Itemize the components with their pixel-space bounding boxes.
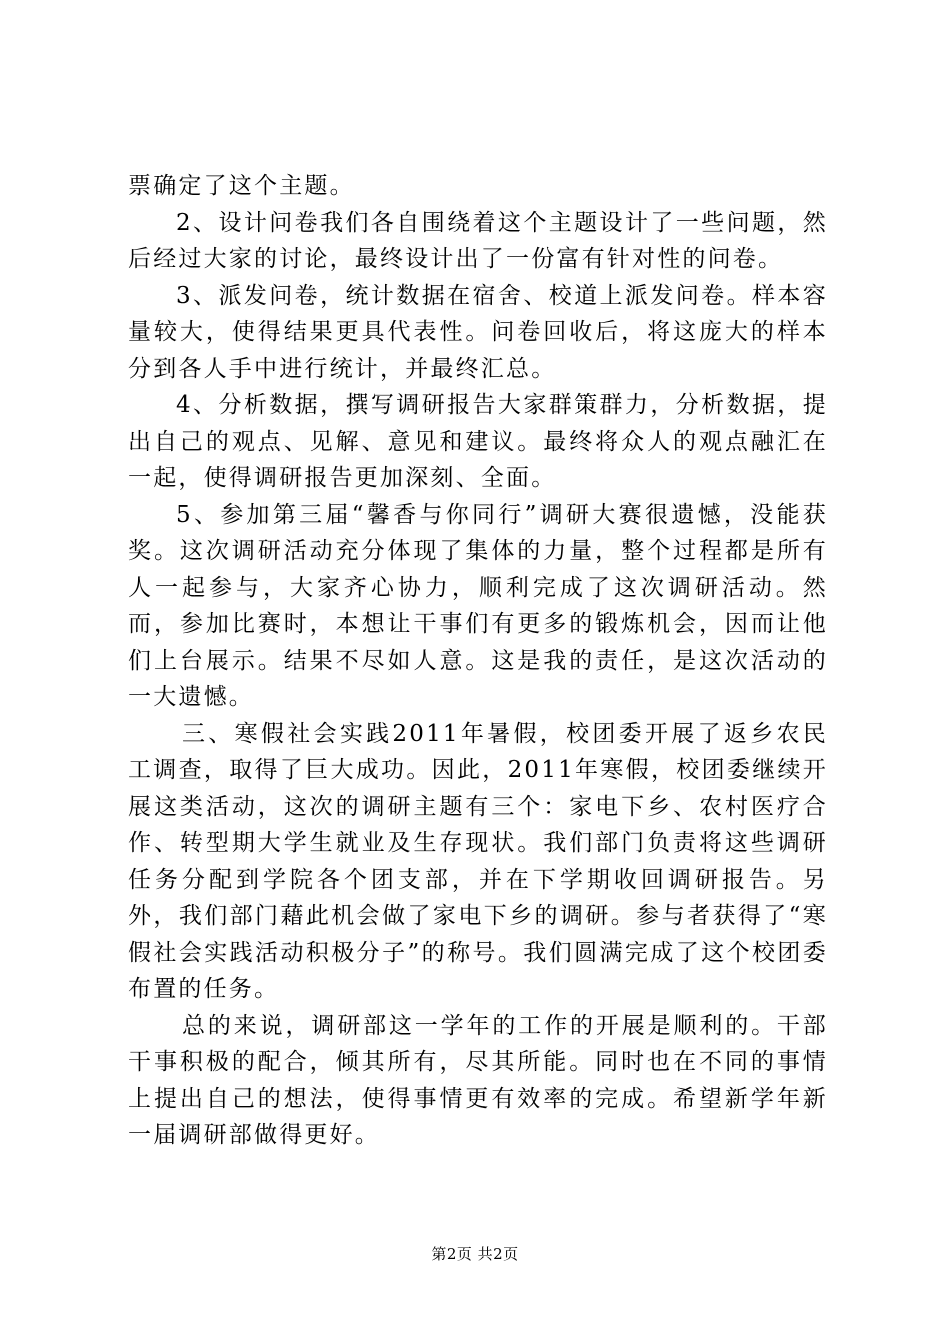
paragraph-design-questionnaire: 2、设计问卷我们各自围绕着这个主题设计了一些问题，然后经过大家的讨论，最终设计出了一份富有针对性的问卷。 (128, 209, 828, 272)
page-number-footer: 第2页 共2页 (431, 1245, 519, 1263)
paragraph-analyze-data: 4、分析数据，撰写调研报告大家群策群力，分析数据，提出自己的观点、见解、意见和建议。最终将众人的观点融汇在一起，使得调研报告更加深刻、全面。 (128, 392, 828, 491)
paragraph-winter-practice: 三、寒假社会实践2011年暑假，校团委开展了返乡农民工调查，取得了巨大成功。因此，2011年寒假，校团委继续开展这类活动，这次的调研主题有三个：家电下乡、农村医疗合作、转型期大学生就业及生存现状。我们部门负责将这些调研任务分配到学院各个团支部，并在下学期收回调研报告。另外，我们部门藉此机会做了家电下乡的调研。参与者获得了“寒假社会实践活动积极分子”的称号。我们圆满完成了这个校团委布置的任务。 (128, 720, 828, 1002)
paragraph-continuation: 票确定了这个主题。 (128, 173, 355, 199)
document-body (128, 168, 828, 1154)
paragraph-summary: 总的来说，调研部这一学年的工作的开展是顺利的。干部干事积极的配合，倾其所有，尽其所能。同时也在不同的事情上提出自己的想法，使得事情更有效率的完成。希望新学年新一届调研部做得更好。 (128, 1012, 828, 1148)
paragraph-distribute-questionnaire: 3、派发问卷，统计数据在宿舍、校道上派发问卷。样本容量较大，使得结果更具代表性。问卷回收后，将这庞大的样本分到各人手中进行统计，并最终汇总。 (128, 282, 828, 382)
paragraph-competition: 5、参加第三届“馨香与你同行”调研大赛很遗憾，没能获奖。这次调研活动充分体现了集体的力量，整个过程都是所有人一起参与，大家齐心协力，顺利完成了这次调研活动。然而，参加比赛时，本想让干事们有更多的锻炼机会，因而让他们上台展示。结果不尽如人意。这是我的责任，是这次活动的一大遗憾。 (128, 501, 828, 710)
